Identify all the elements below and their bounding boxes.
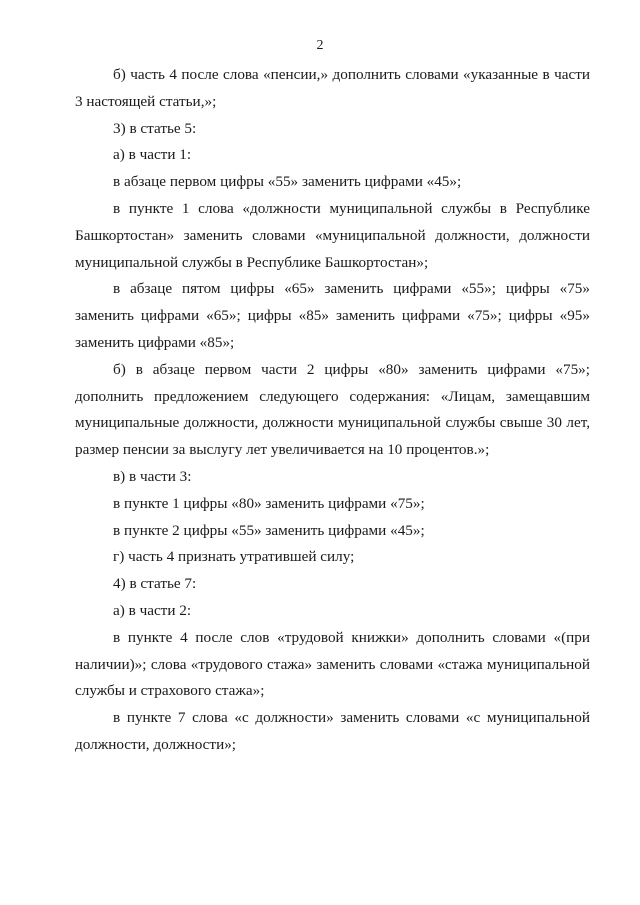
- paragraph-part2: б) в абзаце первом части 2 цифры «80» заменить цифрами «75»; дополнить предложением следующего содержания: «Лицам, замещавшим муниципальные должности, должности муниципальной службы свыше 30 лет, размер пенсии за выслугу лет увеличивается на 10 процентов.»;: [75, 360, 590, 459]
- paragraph-article7-heading: 4) в статье 7:: [113, 575, 197, 593]
- paragraph-part1-heading: а) в части 1:: [113, 146, 192, 164]
- paragraph-article5-heading: 3) в статье 5:: [113, 119, 197, 137]
- paragraph-article7-point7: в пункте 7 слова «с должности» заменить словами «с муниципальной должности, должности»;: [75, 709, 590, 753]
- document-body: [75, 62, 590, 759]
- paragraph-part3-point1: в пункте 1 цифры «80» заменить цифрами «75»;: [113, 494, 425, 512]
- paragraph-first-abzac: в абзаце первом цифры «55» заменить цифрами «45»;: [113, 173, 462, 191]
- paragraph-article7-point4: в пункте 4 после слов «трудовой книжки» дополнить словами «(при наличии)»; слова «трудового стажа» заменить словами «стажа муниципальной службы и страхового стажа»;: [75, 628, 590, 700]
- paragraph-point1: в пункте 1 слова «должности муниципальной службы в Республике Башкортостан» заменить словами «муниципальной должности, должности муниципальной службы в Республике Башкортостан»;: [75, 199, 590, 271]
- paragraph-fifth-abzac: в абзаце пятом цифры «65» заменить цифрами «55»; цифры «75» заменить цифрами «65»; цифры «85» заменить цифрами «75»; цифры «95» заменить цифрами «85»;: [75, 280, 590, 351]
- page-number: 2: [316, 38, 324, 53]
- paragraph-part3-heading: в) в части 3:: [113, 467, 192, 485]
- paragraph-amendment-b-part4: б) часть 4 после слова «пенсии,» дополнить словами «указанные в части 3 настоящей статьи,»;: [75, 66, 590, 110]
- paragraph-part3-point2: в пункте 2 цифры «55» заменить цифрами «45»;: [113, 521, 425, 539]
- paragraph-part4-repeal: г) часть 4 признать утратившей силу;: [113, 548, 355, 566]
- paragraph-article7-part2-heading: а) в части 2:: [113, 601, 192, 619]
